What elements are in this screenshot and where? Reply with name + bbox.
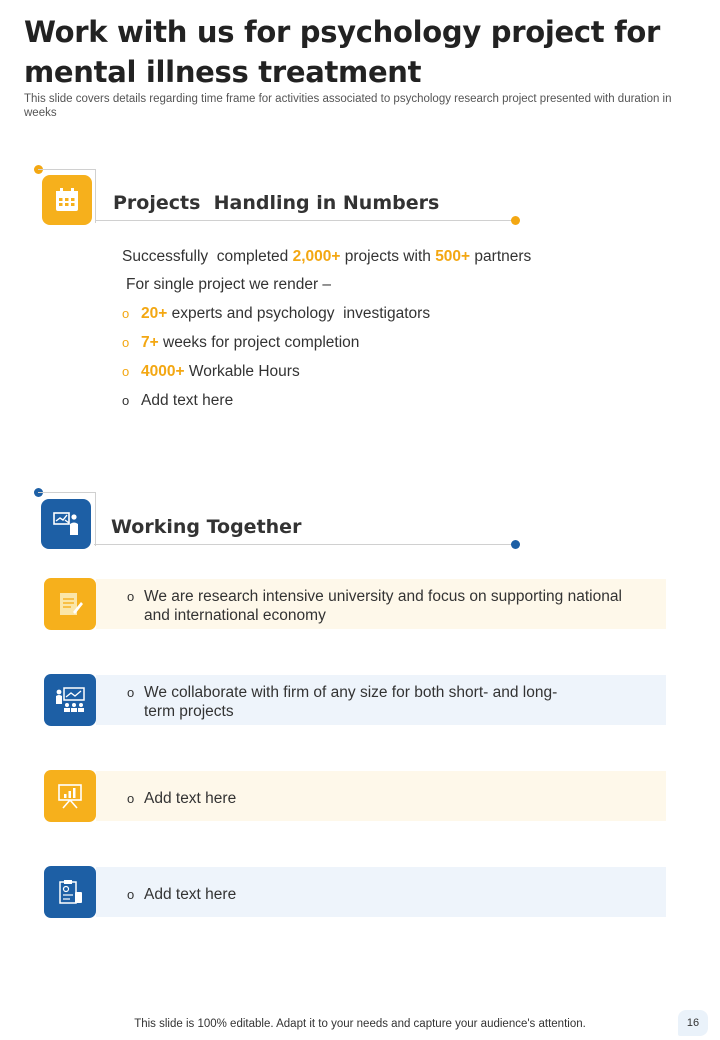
bullet-mark: o [127, 791, 135, 806]
page-title: Work with us for psychology project for mental illness treatment [24, 15, 661, 89]
projects-heading: Projects Handling in Numbers [113, 192, 440, 214]
presentation-icon [41, 499, 91, 549]
footer-note: This slide is 100% editable. Adapt it to your needs and capture your audience's attention. [134, 1018, 586, 1030]
section-dot-end [511, 540, 520, 549]
projects-summary: Successfully completed 2,000+ projects with 500+ partners [122, 248, 532, 265]
document-icon [44, 578, 96, 630]
bullet-mark: o [122, 306, 130, 321]
row-text: We are research intensive university and focus on supporting national and international economy [144, 588, 622, 624]
row-text: Add text here [144, 790, 237, 807]
list-item [127, 587, 647, 625]
page-number: 16 [678, 1010, 708, 1036]
section-dot-end [511, 216, 520, 225]
section-underline [94, 544, 515, 545]
clipboard-icon [44, 866, 96, 918]
projects-render-intro: For single project we render – [126, 276, 332, 293]
projects-count: 2,000+ [292, 248, 341, 265]
bullet-mark: o [122, 335, 130, 350]
chart-board-icon [44, 770, 96, 822]
list-item: o 7+ weeks for project completion [122, 334, 360, 351]
calendar-icon [42, 175, 92, 225]
section-underline [96, 220, 512, 221]
list-item [127, 789, 647, 808]
bullet-mark: o [127, 589, 135, 604]
partners-count: 500+ [435, 248, 471, 265]
working-heading: Working Together [111, 516, 302, 538]
meeting-icon [44, 674, 96, 726]
bullet-mark: o [127, 685, 135, 700]
list-item: o 20+ experts and psychology investigators [122, 305, 431, 322]
bullet-mark: o [122, 364, 130, 379]
row-text: We collaborate with firm of any size for both short- and long-term projects [144, 684, 558, 720]
bullet-mark: o [127, 887, 135, 902]
list-item: o Add text here [122, 392, 234, 409]
list-item [127, 885, 647, 904]
list-item [127, 683, 567, 721]
page-subtitle: This slide covers details regarding time frame for activities associated to psychology research project presented with duration in weeks [24, 93, 672, 119]
row-text: Add text here [144, 886, 237, 903]
list-item: o 4000+ Workable Hours [122, 363, 300, 380]
bullet-mark: o [122, 393, 130, 408]
